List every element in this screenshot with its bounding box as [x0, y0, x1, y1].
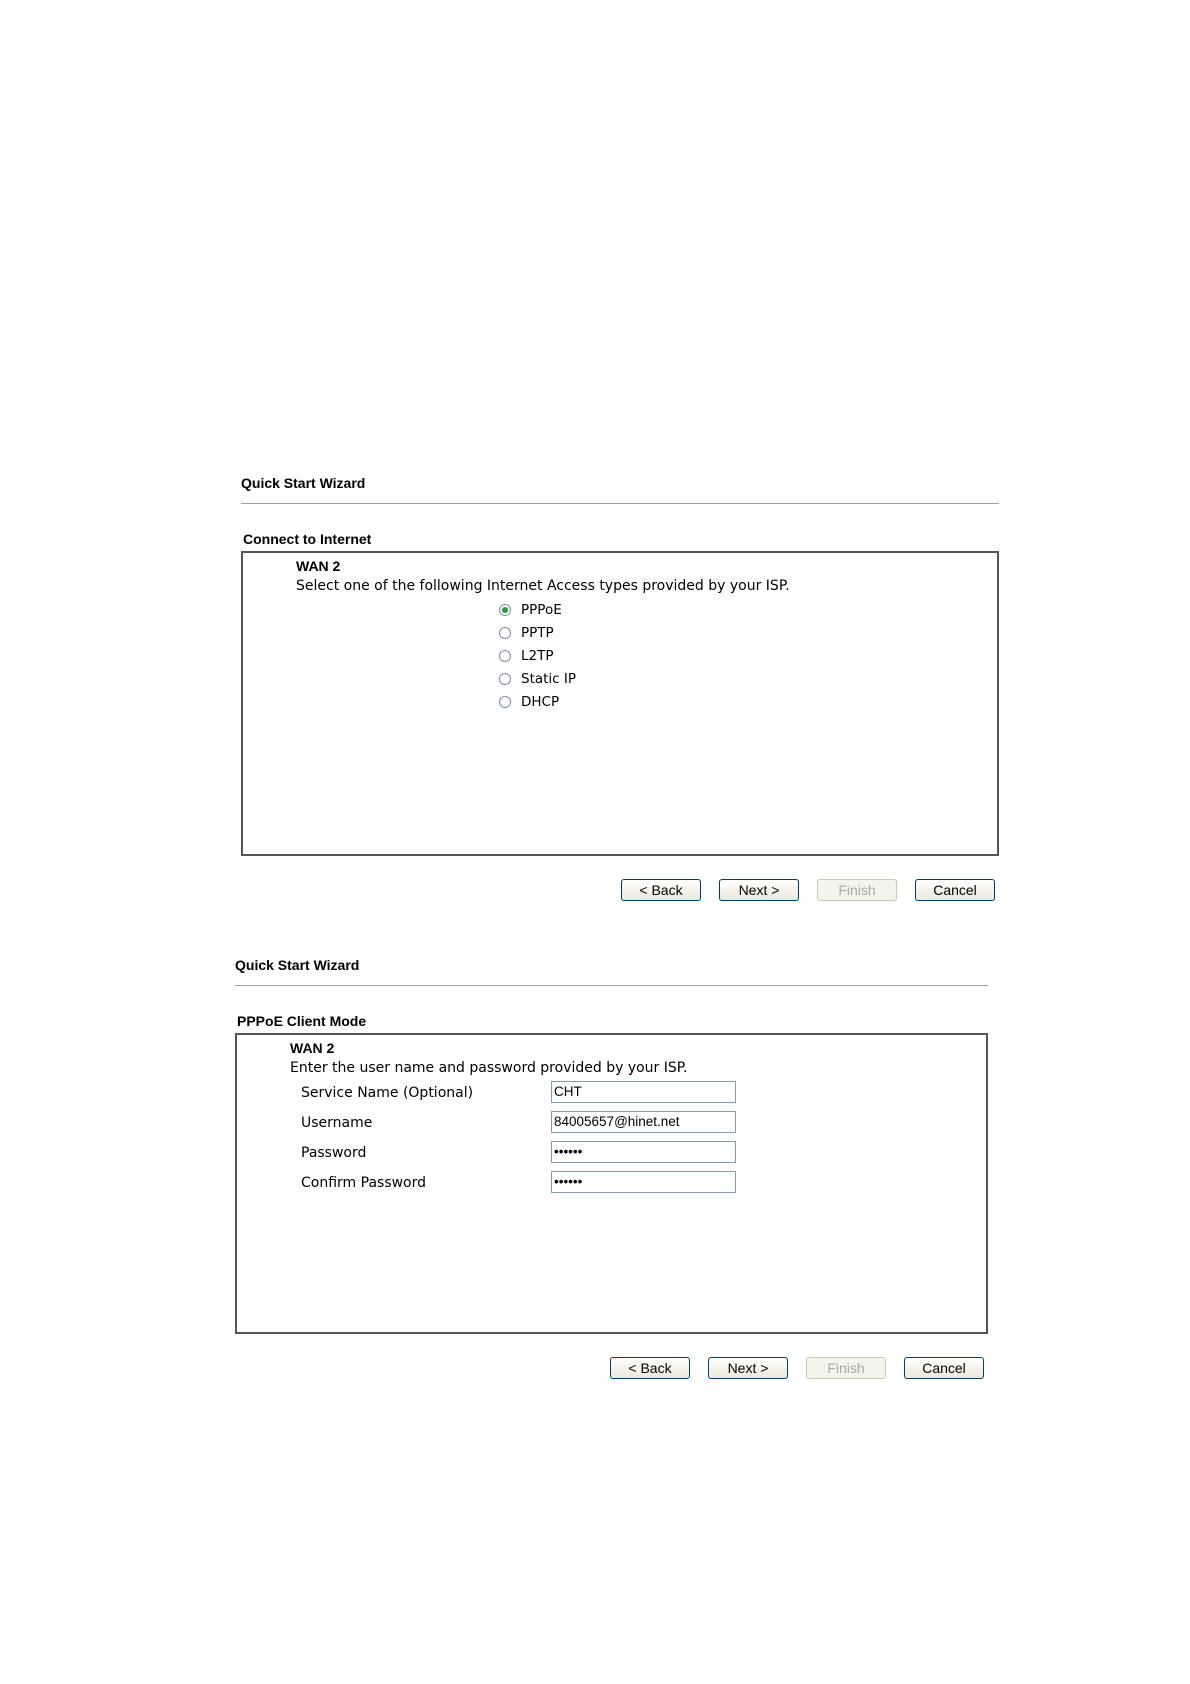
- next-button[interactable]: Next >: [719, 879, 799, 901]
- radio-l2tp[interactable]: [499, 650, 511, 662]
- service-name-input[interactable]: CHT: [551, 1081, 736, 1103]
- pppoe-client-panel: [235, 1033, 988, 1334]
- option-label: Static IP: [521, 671, 577, 687]
- finish-button: Finish: [817, 879, 897, 901]
- confirm-password-label: Confirm Password: [301, 1175, 427, 1191]
- back-button[interactable]: < Back: [621, 879, 701, 901]
- confirm-password-input[interactable]: ••••••: [551, 1171, 736, 1193]
- option-pptp[interactable]: [499, 622, 576, 644]
- radio-static-ip[interactable]: [499, 673, 511, 685]
- option-label: PPTP: [521, 625, 554, 641]
- username-label: Username: [301, 1115, 373, 1131]
- wan-label: WAN 2: [290, 1040, 335, 1056]
- wizard-title: Quick Start Wizard: [241, 475, 366, 491]
- title-divider: [241, 503, 999, 504]
- cancel-button[interactable]: Cancel: [904, 1357, 984, 1379]
- section-label: PPPoE Client Mode: [237, 1013, 367, 1029]
- radio-pptp[interactable]: [499, 627, 511, 639]
- option-dhcp[interactable]: [499, 691, 576, 713]
- section-label: Connect to Internet: [243, 531, 372, 547]
- option-static-ip[interactable]: [499, 668, 576, 690]
- username-input[interactable]: 84005657@hinet.net: [551, 1111, 736, 1133]
- wan-label: WAN 2: [296, 558, 341, 574]
- cancel-button[interactable]: Cancel: [915, 879, 995, 901]
- option-label: DHCP: [521, 694, 560, 710]
- title-divider: [235, 985, 988, 986]
- option-label: L2TP: [521, 648, 554, 664]
- finish-button: Finish: [806, 1357, 886, 1379]
- service-name-label: Service Name (Optional): [301, 1085, 474, 1101]
- option-l2tp[interactable]: [499, 645, 576, 667]
- instruction-text: Select one of the following Internet Access types provided by your ISP.: [296, 578, 790, 594]
- back-button[interactable]: < Back: [610, 1357, 690, 1379]
- wizard-title: Quick Start Wizard: [235, 957, 360, 973]
- password-input[interactable]: ••••••: [551, 1141, 736, 1163]
- radio-pppoe[interactable]: [499, 604, 511, 616]
- next-button[interactable]: Next >: [708, 1357, 788, 1379]
- radio-dhcp[interactable]: [499, 696, 511, 708]
- option-label: PPPoE: [521, 602, 562, 618]
- instruction-text: Enter the user name and password provided by your ISP.: [290, 1060, 688, 1076]
- access-type-options: [499, 599, 576, 713]
- option-pppoe[interactable]: [499, 599, 576, 621]
- connection-type-panel: [241, 551, 999, 856]
- password-label: Password: [301, 1145, 367, 1161]
